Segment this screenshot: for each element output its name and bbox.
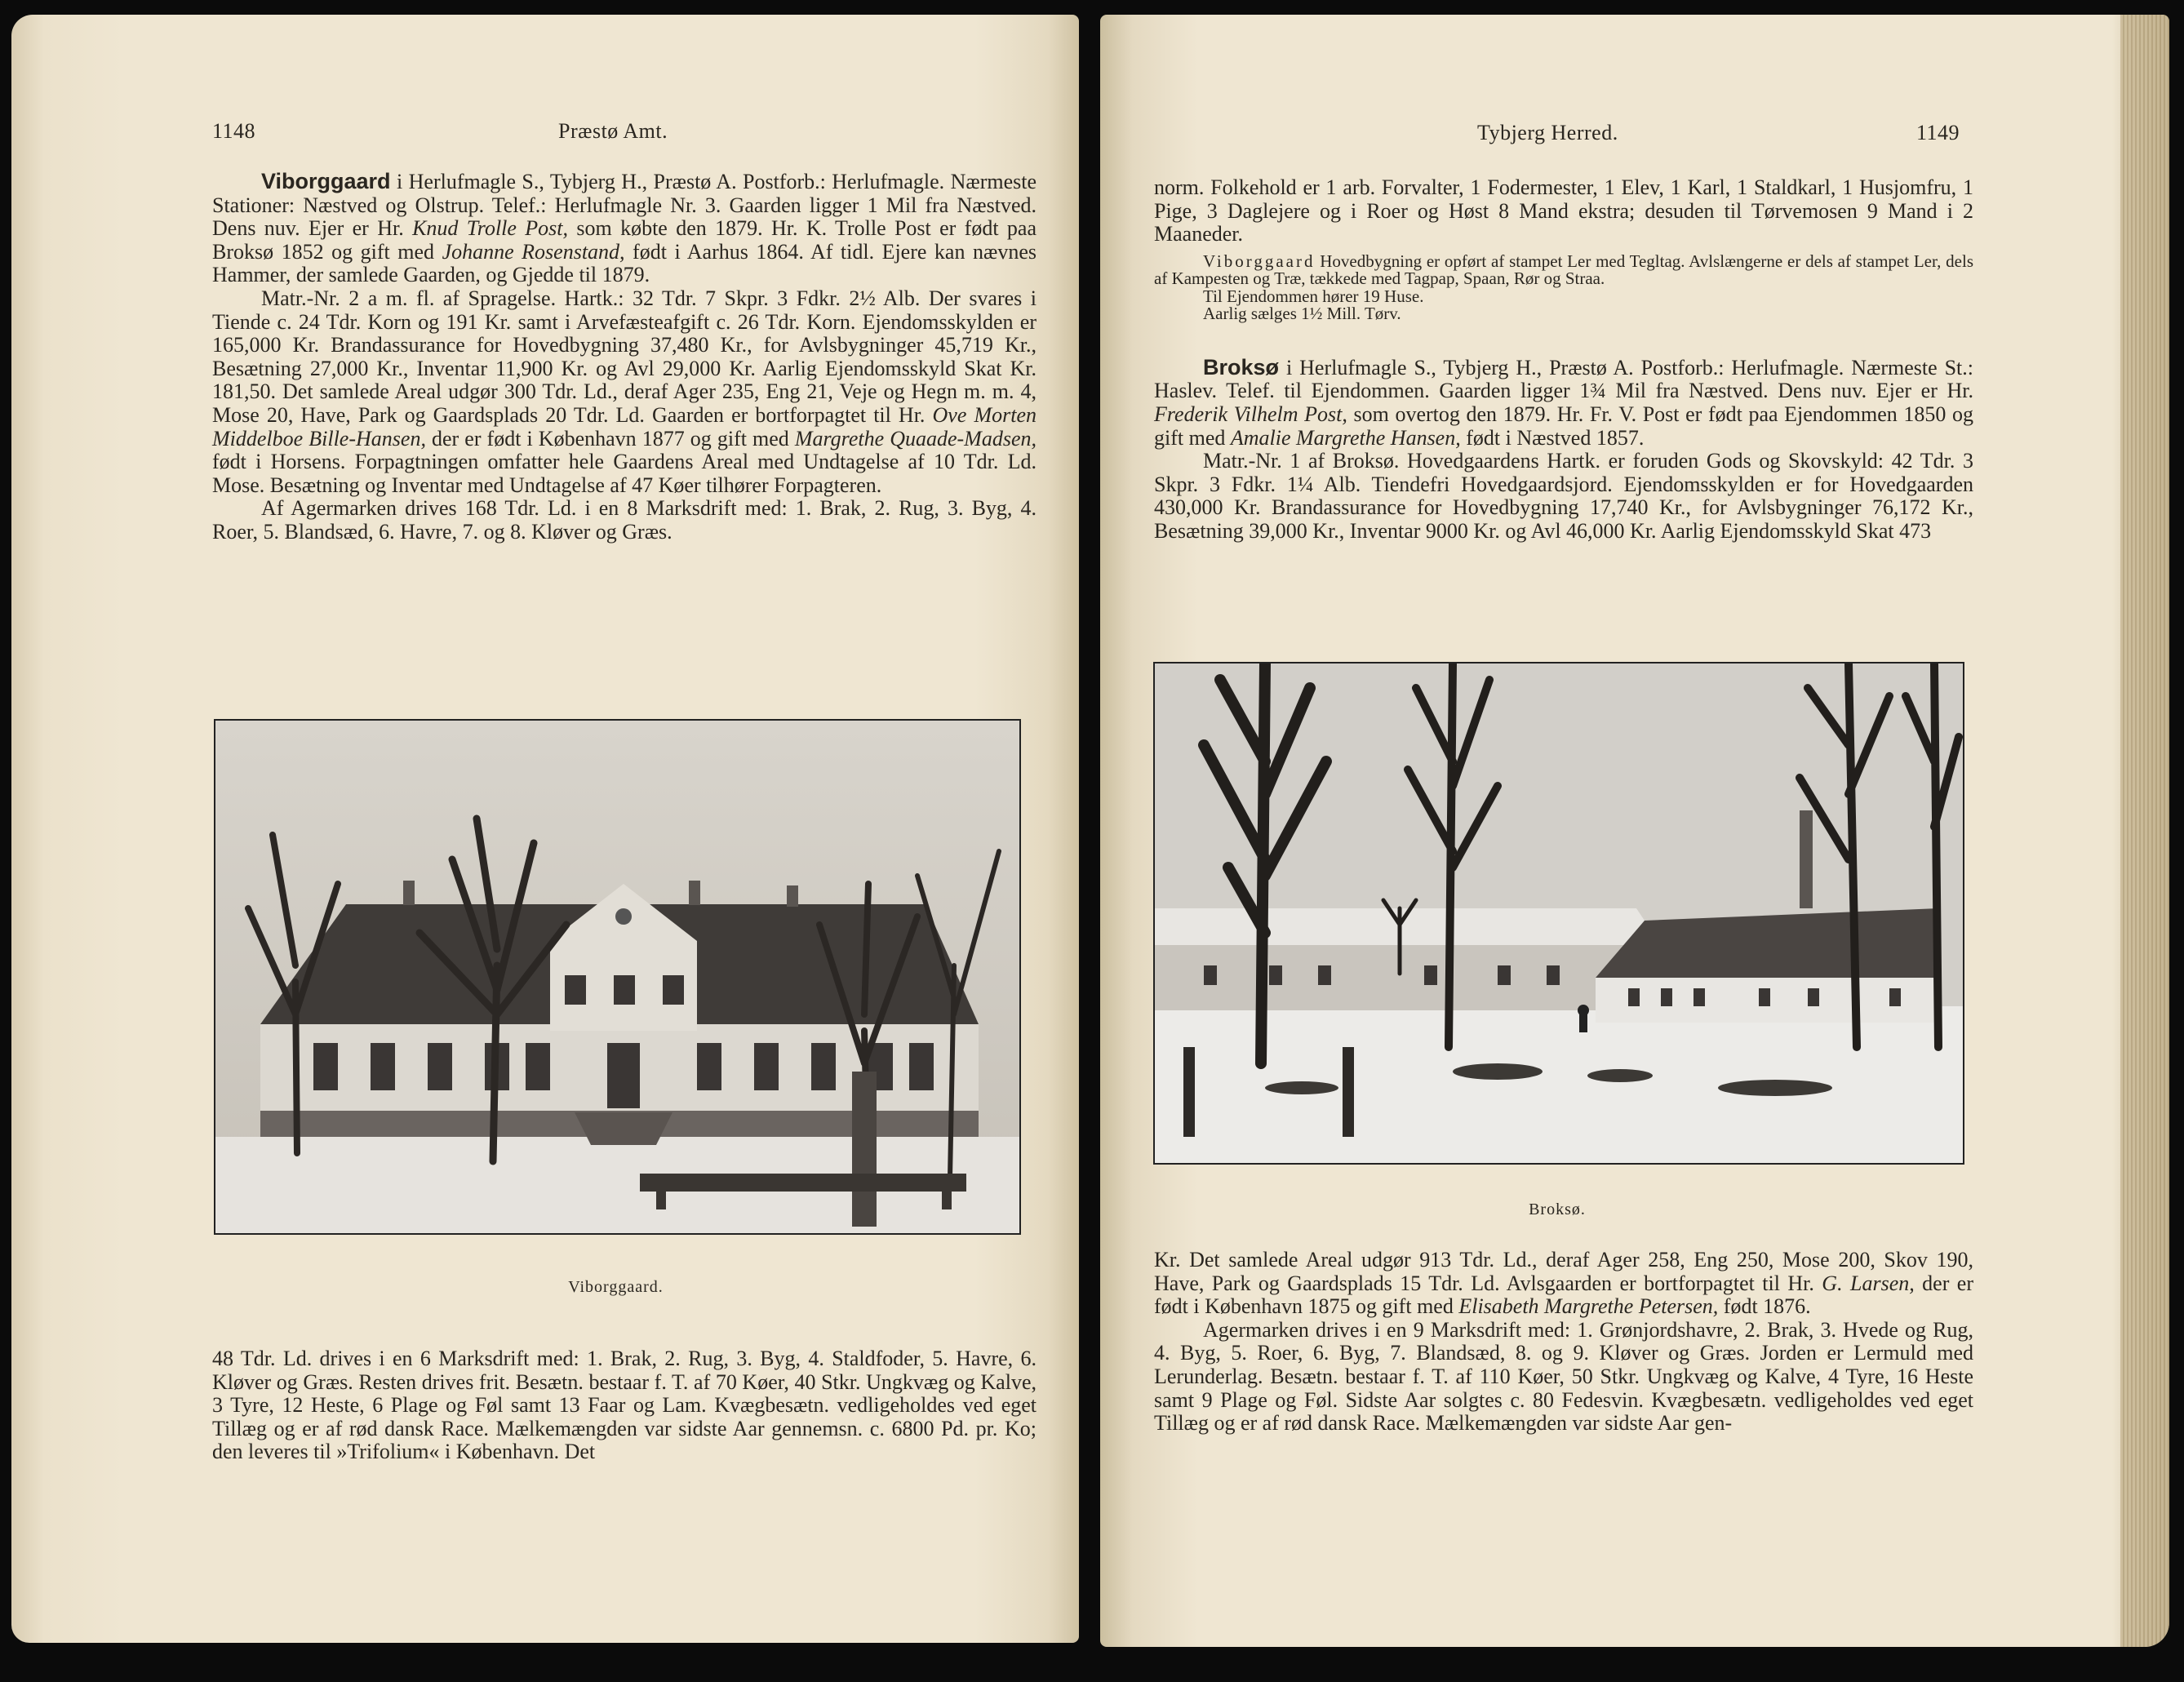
paragraph: Af Agermarken drives 168 Tdr. Ld. i en 8 Marksdrift med: 1. Brak, 2. Rug, 3. Byg, 4. Roer, 5. Blandsæd, 6. Havre, 7. og 8. Kløver og Græs. xyxy=(212,496,1037,544)
running-head: Tybjerg Herred. xyxy=(1477,121,1618,144)
text-column-bottom xyxy=(212,1347,1037,1464)
paragraph: Viborggaard i Herlufmagle S., Tybjerg H., Præstø A. Postforb.: Herlufmagle. Nærmeste Stationer: Næstved og Olstrup. Telef.: Herlufmagle Nr. 3. Gaarden ligger 1 Mil fra Næstved. Dens nuv. Ejer er Hr. Knud Trolle Post, som købte den 1879. Hr. K. Trolle Post er født paa Broksø 1852 og gift med Johanne Rosenstand, født i Aarhus 1864. Af tidl. Ejere kan nævnes Hammer, der samlede Gaarden, og Gjedde til 1879. xyxy=(212,169,1037,287)
paragraph: Matr.-Nr. 1 af Broksø. Hovedgaardens Hartk. er foruden Gods og Skovskyld: 42 Tdr. 3 Skpr. 3 Fdkr. 1¼ Alb. Tiendefri Hovedgaardsjord. Ejendomsskylden er for Hovedgaarden 430,000 Kr. Brandassurance for Hovedbygning 17,740 Kr., for Avlsbygninger 76,172 Kr., Besætning 39,000 Kr., Inventar 9000 Kr. og Avl 46,000 Kr. Aarlig Ejendomsskyld Skat 473 xyxy=(1154,449,1973,543)
wife-name: Amalie Margrethe Hansen, xyxy=(1230,425,1461,450)
tenant-name: Ove Morten Middelboe Bille-Hansen, xyxy=(212,402,1037,450)
paragraph: Kr. Det samlede Areal udgør 913 Tdr. Ld., deraf Ager 258, Eng 250, Mose 200, Skov 190, Have, Park og Gaardsplads 15 Tdr. Ld. Avlsgaarden er bortforpagtet til Hr. G. Larsen, der er født i København 1875 og gift med Elisabeth Margrethe Petersen, født 1876. xyxy=(1154,1248,1973,1319)
owner-name: Frederik Vilhelm Post, xyxy=(1154,402,1347,426)
small-note: Aarlig sælges 1½ Mill. Tørv. xyxy=(1203,304,1401,324)
paragraph: norm. Folkehold er 1 arb. Forvalter, 1 Fodermester, 1 Elev, 1 Karl, 1 Staldkarl, 1 Husjomfru, 1 Pige, 3 Daglejere og i Roer og Høst 8 Mand ekstra; desuden til Tørvemosen 9 Mand i 2 Maaneder. xyxy=(1154,175,1973,246)
tenant-name: G. Larsen, xyxy=(1822,1271,1915,1295)
entry-name: Broksø xyxy=(1203,354,1280,379)
paragraph: Agermarken drives i en 9 Marksdrift med: 1. Grønjordshavre, 2. Brak, 3. Hvede og Rug, 4. Byg, 5. Roer, 6. Byg, 7. Blandsæd, 8. og 9. Kløver og Græs. Jorden er Lermuld med Lerunderlag. Besætn. bestaar f. T. af 110 Køer, 50 Stkr. Ungkvæg og Kalve, 4 Tyre, 16 Heste samt 9 Plage og Føl. Sidste Aar solgtes c. 80 Fedesvin. Kvægbesætn. vedligeholdes ved eget Tillæg og er af rød dansk Race. Mælkemængden var sidste Aar gen- xyxy=(1154,1317,1973,1436)
text-column-top xyxy=(1154,176,1973,544)
paragraph: Matr.-Nr. 2 a m. fl. af Spragelse. Hartk.: 32 Tdr. 7 Skpr. 3 Fdkr. 2½ Alb. Der svares i Tiende c. 24 Tdr. Korn og 191 Kr. samt i Arvefæsteafgift c. 26 Tdr. Korn. Ejendomsskylden er 165,000 Kr. Brandassurance for Hovedbygning 37,480 Kr., for Avlsbygninger 45,719 Kr., Besætning 27,000 Kr., Inventar 11,900 Kr. og Avl 29,000 Kr. Aarlig Ejendomsskyld Skat Kr. 181,50. Det samlede Areal udgør 300 Tdr. Ld., deraf Ager 235, Eng 21, Veje og Hegn m. m. 4, Mose 20, Have, Park og Gaardsplads 20 Tdr. Ld. Gaarden er bortforpagtet til Hr. Ove Morten Middelboe Bille-Hansen, der er født i København 1877 og gift med Margrethe Quaade-Madsen, født i Horsens. Forpagtningen omfatter hele Gaardens Areal med Undtagelse af 10 Tdr. Ld. Mose. Besætning og Inventar med Undtagelse af 47 Køer tilhører Forpagteren. xyxy=(212,286,1037,497)
entry-name: Viborggaard xyxy=(261,169,391,193)
wife-name: Johanne Rosenstand, xyxy=(442,239,625,264)
left-page xyxy=(11,15,1079,1643)
photo-viborggaard xyxy=(214,719,1021,1235)
right-page xyxy=(1100,15,2169,1647)
photo-caption: Broksø. xyxy=(1529,1200,1586,1218)
page-number: 1148 xyxy=(212,119,256,143)
tenant-wife-name: Margrethe Quaade-Madsen, xyxy=(794,426,1037,450)
paragraph: Broksø i Herlufmagle S., Tybjerg H., Præstø A. Postforb.: Herlufmagle. Nærmeste St.: Haslev. Telef. til Ejendommen. Gaarden ligger 1¾ Mil fra Næstved. Dens nuv. Ejer er Hr. Frederik Vilhelm Post, som overtog den 1879. Hr. Fr. V. Post er født paa Ejendommen 1850 og gift med Amalie Margrethe Hansen, født i Næstved 1857. xyxy=(1154,354,1973,450)
small-note: Til Ejendommen hører 19 Huse. xyxy=(1203,286,1424,306)
tenant-wife-name: Elisabeth Margrethe Petersen, xyxy=(1458,1294,1719,1319)
text-column-top xyxy=(212,170,1037,544)
page-edge xyxy=(2120,15,2169,1647)
paragraph: 48 Tdr. Ld. drives i en 6 Marksdrift med: 1. Brak, 2. Rug, 3. Byg, 4. Staldfoder, 5. Havre, 6. Kløver og Græs. Resten drives frit. Besætn. bestaar f. T. af 70 Køer, 40 Stkr. Ungkvæg og Kalve, 3 Tyre, 12 Heste, 6 Plage og Føl samt 13 Faar og Lam. Kvægbesætn. vedligeholdes ved eget Tillæg og er af rød dansk Race. Mælkemængden var sidste Aar gennemsn. c. 6800 Pd. pr. Ko; den leveres til »Trifolium« i København. Det xyxy=(212,1347,1037,1464)
text-column-bottom xyxy=(1154,1249,1973,1436)
page-number: 1149 xyxy=(1916,121,1960,144)
owner-name: Knud Trolle Post, xyxy=(412,216,569,241)
photo-caption: Viborggaard. xyxy=(568,1278,664,1296)
photo-broksoe xyxy=(1153,662,1964,1165)
running-head: Præstø Amt. xyxy=(558,119,668,143)
small-note: Viborggaard Hovedbygning er opført af stampet Ler med Tegltag. Avlslængerne er dels af stampet Ler, dels af Kampesten og Træ, tækkede med Tagpap, Spaan, Rør og Straa. xyxy=(1154,251,1973,289)
